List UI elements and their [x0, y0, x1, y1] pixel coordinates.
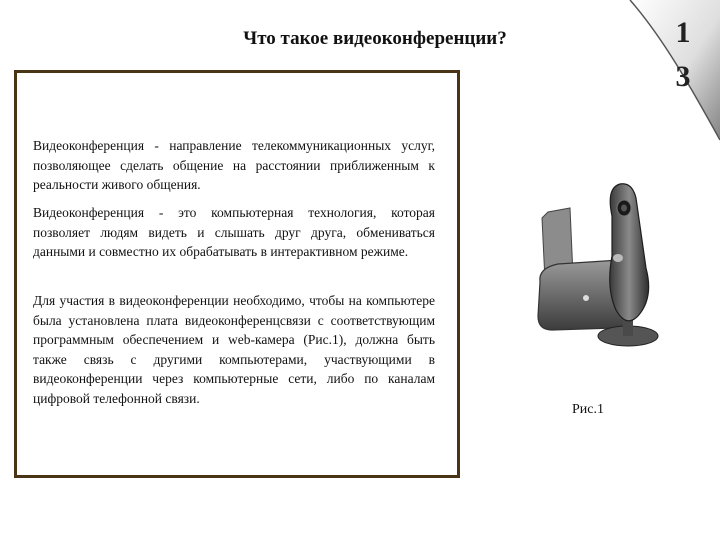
page-number-digit-2: 3 [675, 60, 691, 93]
webcam-device-image [528, 178, 663, 353]
paragraph-technology: Видеоконференция - это компьютерная технология, которая позволяет людям видеть и слышать друг друга, обмениваться данными и совместно их обрабатывать в интерактивном режиме. [33, 205, 435, 260]
text-frame [14, 70, 460, 478]
paragraph-definition: Видеоконференция - направление телекоммуникационных услуг, позволяющее сделать общение на расстоянии приближенным к реальности живого общения. [33, 138, 435, 193]
page-number-digit-1: 1 [675, 16, 691, 49]
figure-caption: Рис.1 [572, 402, 604, 417]
paragraph-requirements: Для участия в видеоконференции необходимо, чтобы на компьютере была установлена плата видеоконференцсвязи с соответствующим программным обеспечением и web-камера (Рис.1), должна быть также связь с другими компьютерами, участвующими в видеоконференции через компьютерные сети, либо по каналам цифровой телефонной связи. [33, 293, 435, 406]
page-curl-decoration [610, 0, 720, 150]
slide-title: Что такое видеоконференции? [243, 28, 507, 49]
